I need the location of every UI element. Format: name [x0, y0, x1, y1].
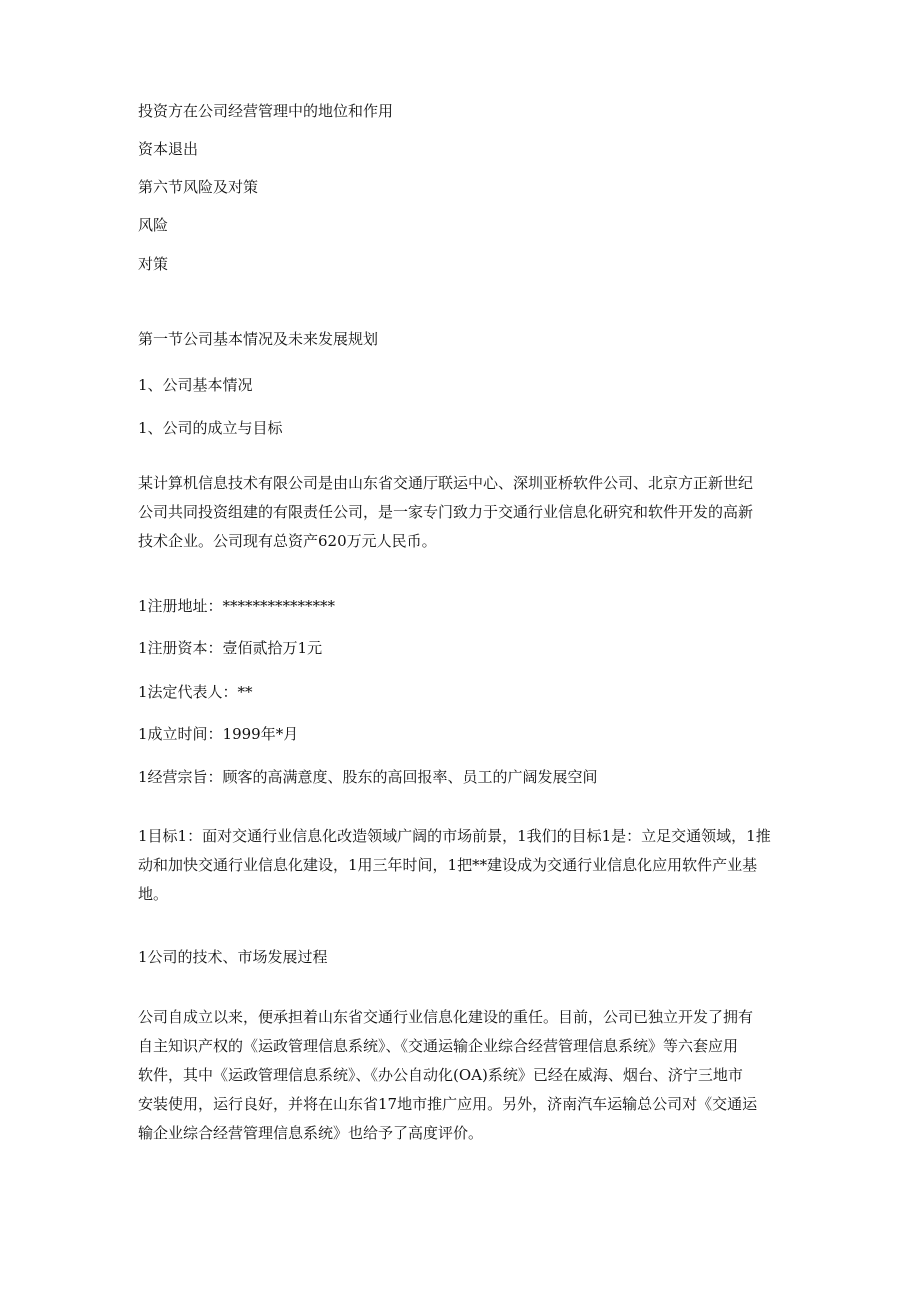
toc-item-section-six: 第六节风险及对策	[138, 178, 259, 196]
history-line: 软件，其中《运政管理信息系统》、《办公自动化(OA)系统》已经在威海、烟台、济宁三地市	[138, 1066, 743, 1084]
toc-item-countermeasures: 对策	[138, 255, 169, 273]
intro-paragraph	[138, 469, 788, 556]
history-line: 公司自成立以来，便承担着山东省交通行业信息化建设的重任。目前，公司已独立开发了拥有	[138, 1008, 754, 1026]
subheading-basic-info: 1、公司基本情况	[138, 376, 253, 394]
intro-line: 技术企业。公司现有总资产620万元人民币。	[138, 532, 437, 550]
toc-item-risks: 风险	[138, 216, 169, 234]
goal-paragraph	[138, 822, 788, 909]
goal-line: 1目标1：面对交通行业信息化改造领域广阔的市场前景，1我们的目标1是：立足交通领域，1推	[138, 827, 771, 845]
fact-capital: 1注册资本：壹佰贰拾万1元	[138, 639, 323, 657]
section-heading: 第一节公司基本情况及未来发展规划	[138, 330, 379, 348]
goal-line: 地。	[138, 885, 169, 903]
subheading-founding-goals: 1、公司的成立与目标	[138, 419, 283, 437]
history-line: 输企业综合经营管理信息系统》也给予了高度评价。	[138, 1124, 484, 1142]
history-paragraph	[138, 1003, 788, 1148]
intro-line: 公司共同投资组建的有限责任公司，是一家专门致力于交通行业信息化研究和软件开发的高新	[138, 503, 754, 521]
history-line: 安装使用，运行良好，并将在山东省17地市推广应用。另外，济南汽车运输总公司对《交通运	[138, 1095, 758, 1113]
history-line: 自主知识产权的《运政管理信息系统》、《交通运输企业综合经营管理信息系统》等六套应用	[138, 1037, 739, 1055]
fact-legal-rep: 1法定代表人：**	[138, 683, 253, 701]
goal-line: 动和加快交通行业信息化建设，1用三年时间，1把**建设成为交通行业信息化应用软件产业基	[138, 856, 758, 874]
toc-item-capital-exit: 资本退出	[138, 140, 199, 158]
fact-purpose: 1经营宗旨：顾客的高满意度、股东的高回报率、员工的广阔发展空间	[138, 768, 598, 786]
history-heading: 1公司的技术、市场发展过程	[138, 948, 328, 966]
fact-founded: 1成立时间：1999年*月	[138, 725, 299, 743]
fact-address: 1注册地址：***************	[138, 597, 336, 615]
intro-line: 某计算机信息技术有限公司是由山东省交通厅联运中心、深圳亚桥软件公司、北京方正新世纪	[138, 474, 754, 492]
toc-item-investor-role: 投资方在公司经营管理中的地位和作用	[138, 102, 394, 120]
